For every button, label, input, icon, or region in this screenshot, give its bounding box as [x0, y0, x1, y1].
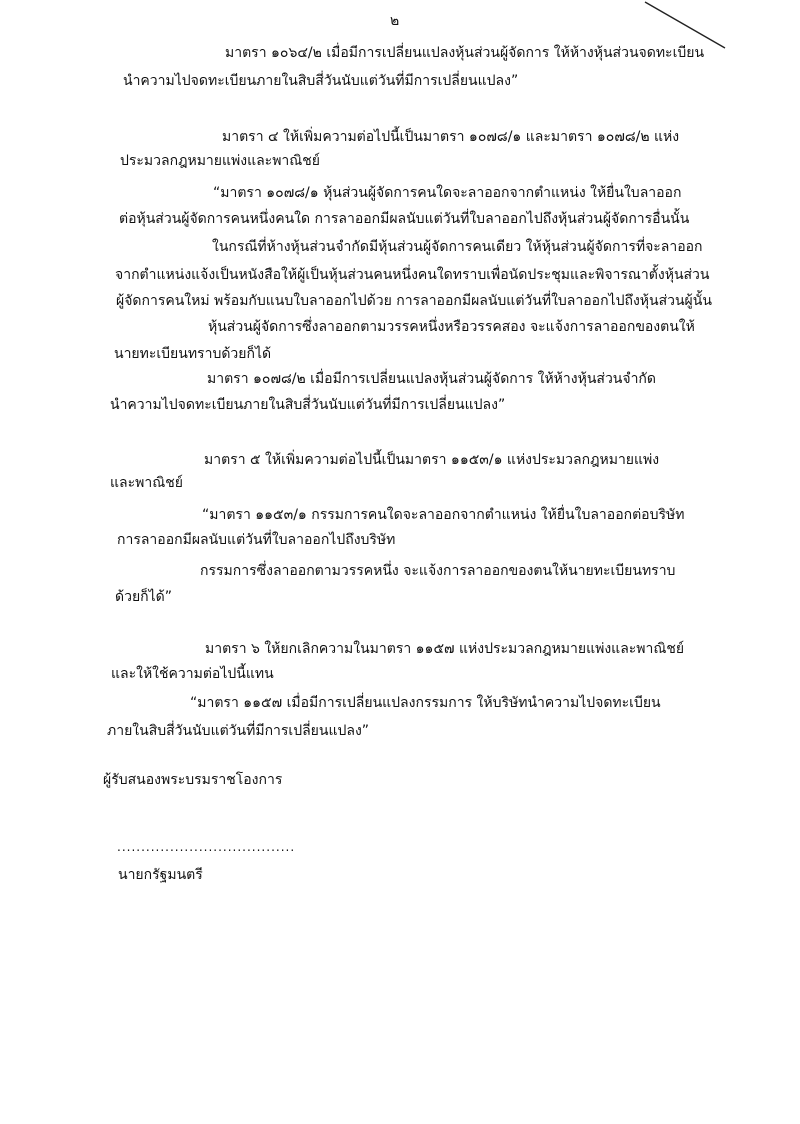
- scan-mark-icon: [640, 0, 730, 50]
- text-line: ด้วยก็ได้”: [115, 589, 173, 605]
- text-line: ประมวลกฎหมายแพ่งและพาณิชย์: [120, 153, 320, 169]
- text-line: กรรมการซึ่งลาออกตามวรรคหนึ่ง จะแจ้งการลาออกของตนให้นายทะเบียนทราบ: [200, 563, 676, 579]
- text-line: มาตรา ๕ ให้เพิ่มความต่อไปนี้เป็นมาตรา ๑๑๕๓/๑ แห่งประมวลกฎหมายแพ่ง: [204, 452, 660, 468]
- text-line: มาตรา ๑๐๖๔/๒ เมื่อมีการเปลี่ยนแปลงหุ้นส่วนผู้จัดการ ให้ห้างหุ้นส่วนจดทะเบียน: [225, 45, 705, 61]
- text-line: มาตรา ๑๐๗๘/๒ เมื่อมีการเปลี่ยนแปลงหุ้นส่วนผู้จัดการ ให้ห้างหุ้นส่วนจำกัด: [207, 371, 657, 387]
- page-number: ๒: [390, 13, 400, 29]
- text-line: หุ้นส่วนผู้จัดการซึ่งลาออกตามวรรคหนึ่งหรือวรรคสอง จะแจ้งการลาออกของตนให้: [208, 319, 695, 335]
- text-line: มาตรา ๔ ให้เพิ่มความต่อไปนี้เป็นมาตรา ๑๐๗๘/๑ และมาตรา ๑๐๗๘/๒ แห่ง: [222, 129, 680, 145]
- text-line: ในกรณีที่ห้างหุ้นส่วนจำกัดมีหุ้นส่วนผู้จัดการคนเดียว ให้หุ้นส่วนผู้จัดการที่จะลาออก: [212, 239, 703, 255]
- text-line: จากตำแหน่งแจ้งเป็นหนังสือให้ผู้เป็นหุ้นส่วนคนหนึ่งคนใดทราบเพื่อนัดประชุมและพิจารณาตั้งหุ้นส่วน: [115, 267, 710, 283]
- signature-line: .....................................: [117, 840, 296, 854]
- text-line: ผู้จัดการคนใหม่ พร้อมกับแนบใบลาออกไปด้วย การลาออกมีผลนับแต่วันที่ใบลาออกไปถึงหุ้นส่วนผู้นั้น: [116, 293, 712, 309]
- countersignature-label: ผู้รับสนองพระบรมราชโองการ: [103, 772, 283, 788]
- text-line: และให้ใช้ความต่อไปนี้แทน: [111, 666, 274, 682]
- text-line: นายทะเบียนทราบด้วยก็ได้: [114, 346, 272, 362]
- text-line: ภายในสิบสี่วันนับแต่วันที่มีการเปลี่ยนแปลง”: [107, 723, 370, 739]
- signatory-title: นายกรัฐมนตรี: [118, 867, 203, 883]
- text-line: “มาตรา ๑๑๕๓/๑ กรรมการคนใดจะลาออกจากตำแหน่ง ให้ยื่นใบลาออกต่อบริษัท: [202, 507, 685, 523]
- text-line: นำความไปจดทะเบียนภายในสิบสี่วันนับแต่วันที่มีการเปลี่ยนแปลง”: [123, 73, 519, 89]
- text-line: “มาตรา ๑๑๕๗ เมื่อมีการเปลี่ยนแปลงกรรมการ ให้บริษัทนำความไปจดทะเบียน: [190, 695, 661, 711]
- text-line: มาตรา ๖ ให้ยกเลิกความในมาตรา ๑๑๕๗ แห่งประมวลกฎหมายแพ่งและพาณิชย์: [205, 641, 685, 657]
- text-line: “มาตรา ๑๐๗๘/๑ หุ้นส่วนผู้จัดการคนใดจะลาออกจากตำแหน่ง ให้ยื่นใบลาออก: [213, 185, 682, 201]
- text-line: ต่อหุ้นส่วนผู้จัดการคนหนึ่งคนใด การลาออกมีผลนับแต่วันที่ใบลาออกไปถึงหุ้นส่วนผู้จัดการอื่นนั้น: [119, 211, 690, 227]
- text-line: การลาออกมีผลนับแต่วันที่ใบลาออกไปถึงบริษัท: [117, 532, 396, 548]
- text-line: และพาณิชย์: [110, 475, 183, 491]
- text-line: นำความไปจดทะเบียนภายในสิบสี่วันนับแต่วันที่มีการเปลี่ยนแปลง”: [110, 397, 506, 413]
